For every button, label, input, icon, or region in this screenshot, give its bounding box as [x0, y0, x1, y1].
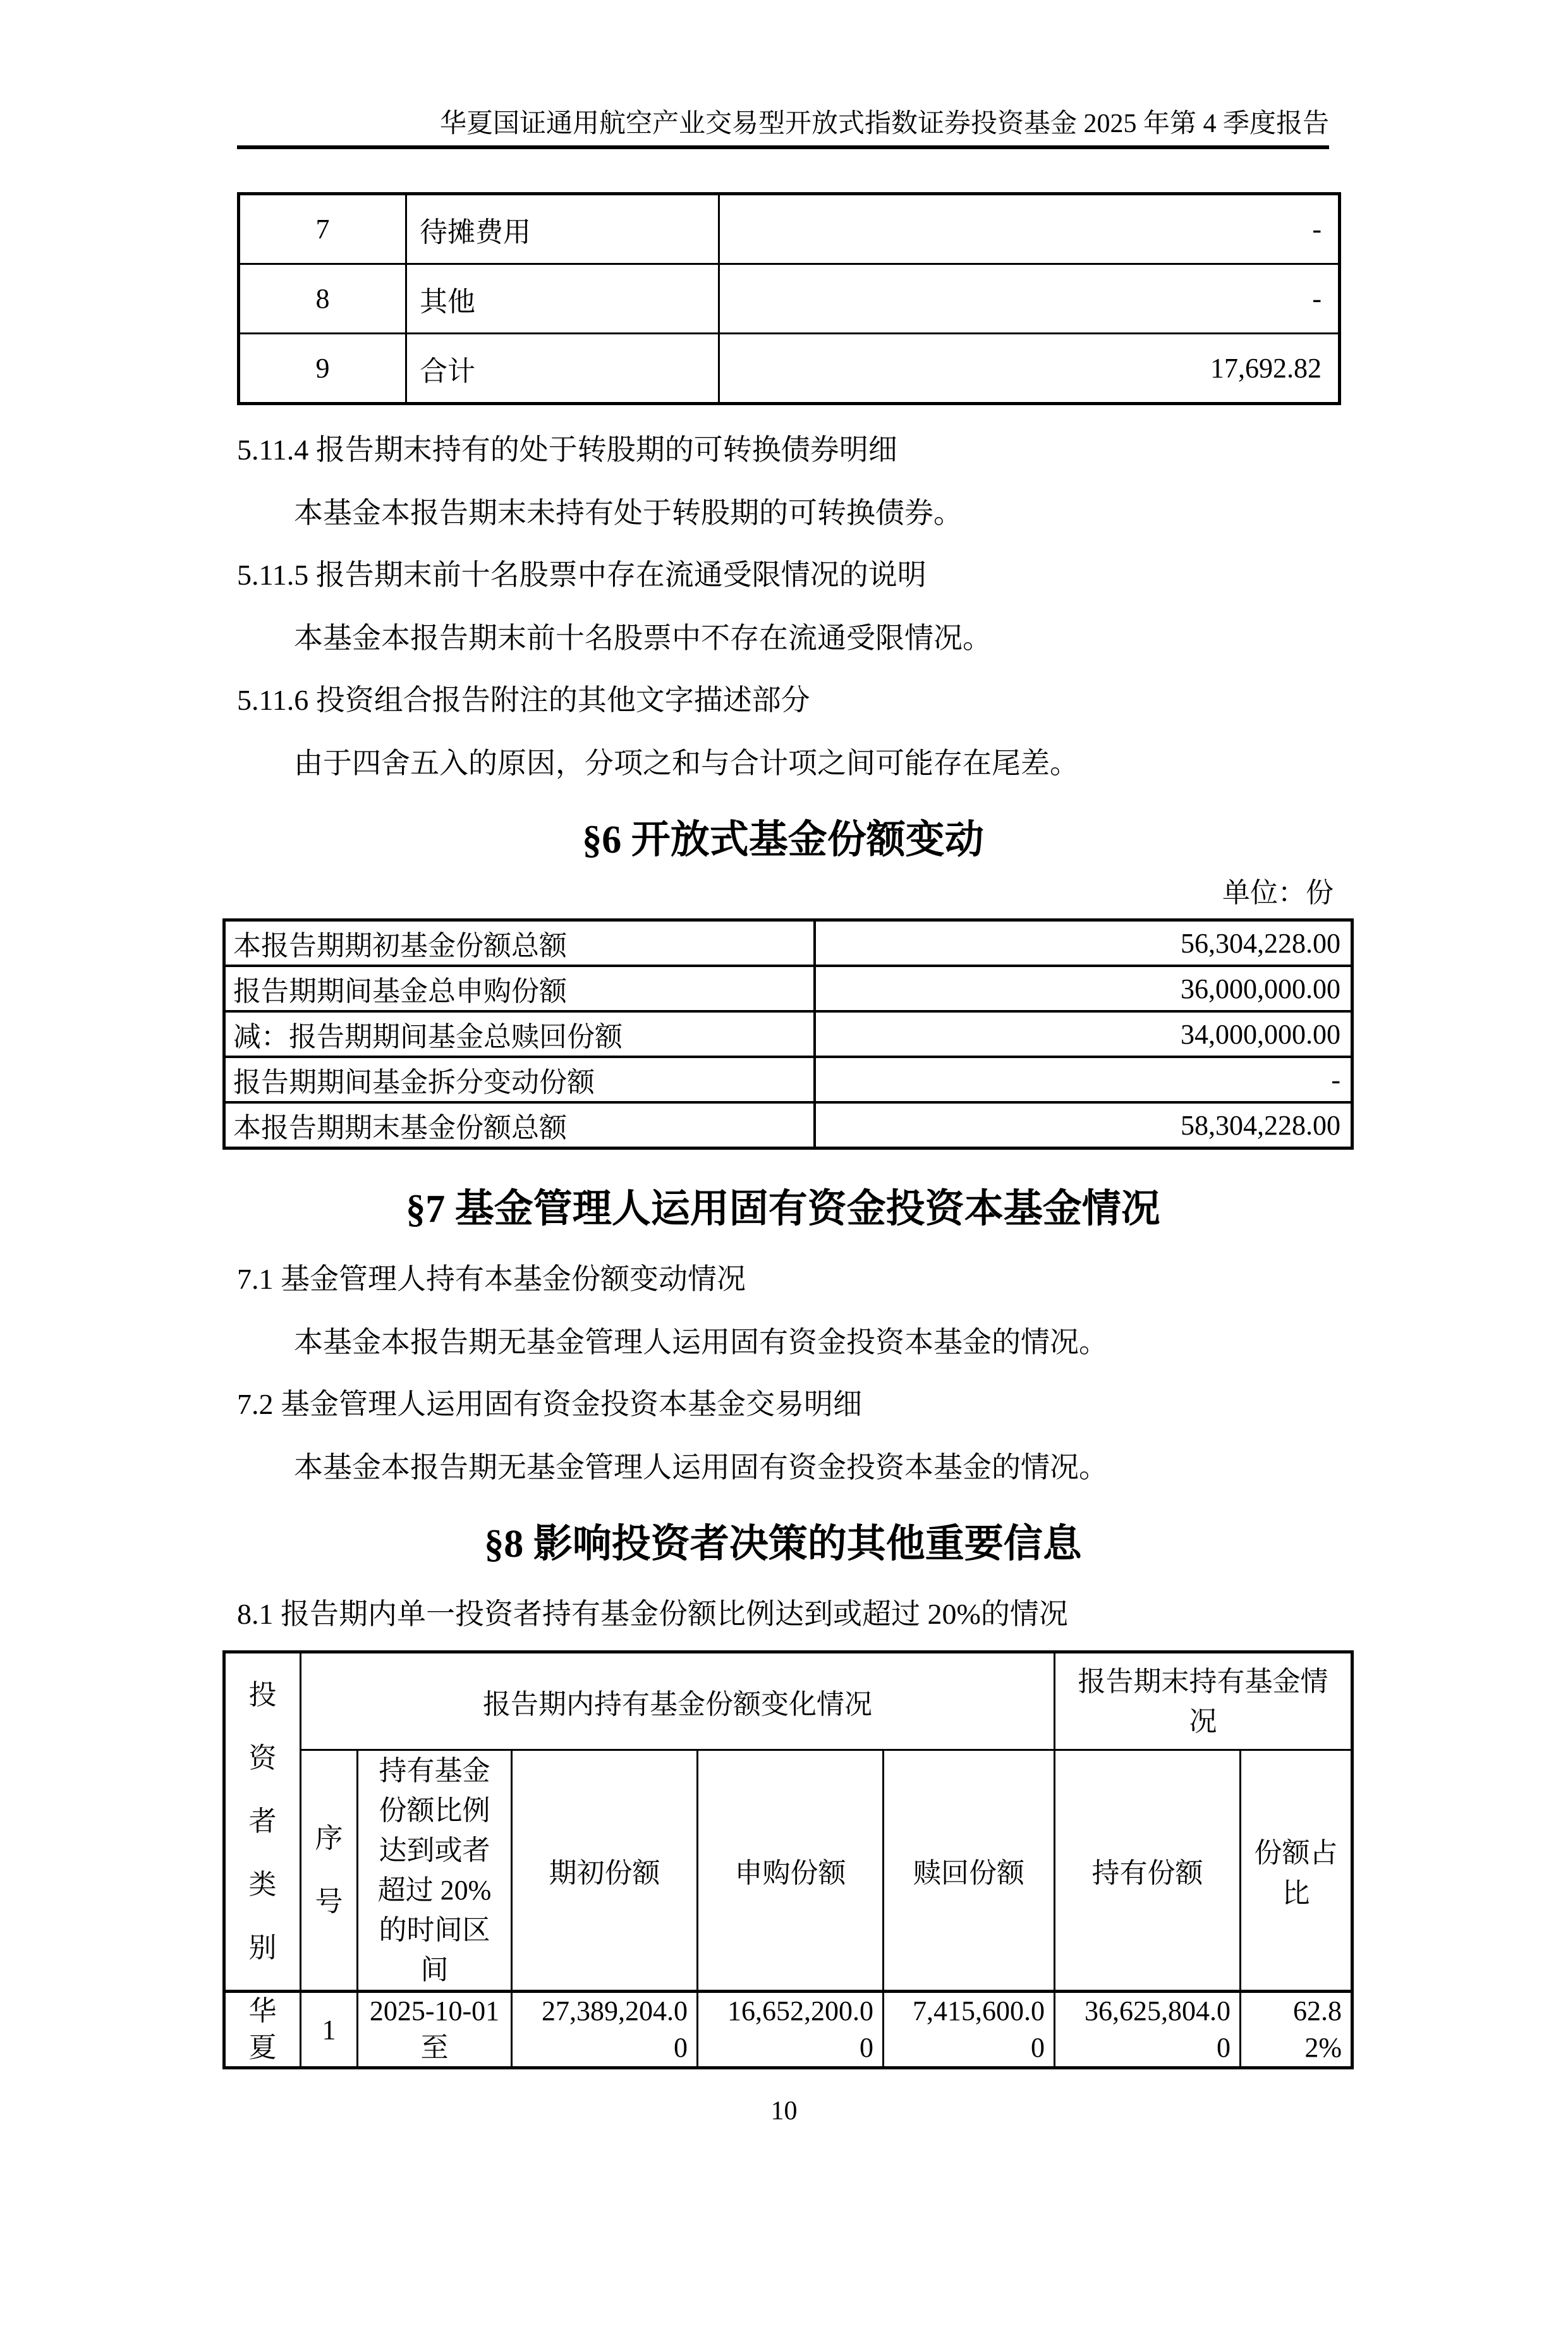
table-row — [224, 920, 1352, 966]
row-label: 报告期期间基金总申购份额 — [224, 966, 815, 1011]
row-label: 本报告期期末基金份额总额 — [224, 1102, 815, 1148]
section6-heading: §6 开放式基金份额变动 — [582, 819, 984, 862]
row-item: 合计 — [406, 334, 719, 404]
hold-shares-value: 36,625,804.00 — [1085, 1995, 1231, 2063]
row-number: 9 — [239, 334, 406, 404]
section-heading-5115: 5.11.5 报告期末前十名股票中存在流通受限情况的说明 — [237, 559, 927, 591]
row-value: 56,304,228.00 — [815, 920, 1352, 966]
cell-share-ratio — [1241, 1992, 1352, 2068]
redeem-shares-value: 7,415,600.00 — [913, 1995, 1045, 2063]
section-body-5116: 由于四舍五入的原因，分项之和与合计项之间可能存在尾差。 — [294, 747, 1079, 779]
no-label: 序号 — [315, 1823, 343, 1917]
row-value: - — [719, 264, 1340, 334]
cell-hold-shares — [1055, 1992, 1241, 2068]
section-heading-81: 8.1 报告期内单一投资者持有基金份额比例达到或超过 20%的情况 — [237, 1598, 1068, 1630]
row-value: 36,000,000.00 — [815, 966, 1352, 1011]
header-row-span — [224, 1652, 1352, 1750]
investor-type-value: 华夏 — [248, 1995, 277, 2063]
table-row — [224, 1057, 1352, 1102]
cell-investor-type — [224, 1992, 301, 2068]
section-heading-5114: 5.11.4 报告期末持有的处于转股期的可转换债券明细 — [237, 434, 897, 466]
table-row — [239, 194, 1340, 264]
row-number: 7 — [239, 194, 406, 264]
table-row — [224, 966, 1352, 1011]
col-header-no — [301, 1750, 358, 1992]
section-heading-5116: 5.11.6 投资组合报告附注的其他文字描述部分 — [237, 684, 810, 716]
section-body-5115: 本基金本报告期末前十名股票中不存在流通受限情况。 — [294, 622, 992, 654]
section-heading-72: 7.2 基金管理人运用固有资金投资本基金交易明细 — [237, 1388, 862, 1420]
row-label: 本报告期期初基金份额总额 — [224, 920, 815, 966]
row-item: 待摊费用 — [406, 194, 719, 264]
table-row — [224, 1011, 1352, 1057]
cell-interval — [358, 1992, 512, 2068]
investor-data-row — [224, 1992, 1352, 2068]
period-end-label: 报告期末持有基金情况 — [1078, 1665, 1328, 1737]
major-investor-table — [222, 1650, 1354, 2069]
begin-shares-value: 27,389,204.00 — [542, 1995, 688, 2063]
table-row — [239, 264, 1340, 334]
section-body-71: 本基金本报告期无基金管理人运用固有资金投资本基金的情况。 — [294, 1326, 1108, 1358]
col-header-purchase-shares: 申购份额 — [698, 1750, 884, 1992]
header-row-columns — [224, 1750, 1352, 1992]
cell-no: 1 — [301, 1992, 358, 2068]
cell-begin-shares — [512, 1992, 698, 2068]
share-ratio-value: 62.82% — [1293, 1995, 1342, 2063]
table-row — [239, 334, 1340, 404]
interval-label: 持有基金份额比例达到或者超过 20%的时间区间 — [377, 1755, 492, 1985]
section-body-72: 本基金本报告期无基金管理人运用固有资金投资本基金的情况。 — [294, 1451, 1108, 1483]
interval-value: 2025-10-01 至 — [369, 1995, 500, 2063]
page-number: 10 — [770, 2097, 798, 2126]
row-value: 34,000,000.00 — [815, 1011, 1352, 1057]
row-number: 8 — [239, 264, 406, 334]
col-header-begin-shares: 期初份额 — [512, 1750, 698, 1992]
section8-heading: §8 影响投资者决策的其他重要信息 — [484, 1523, 1082, 1566]
section-body-5114: 本基金本报告期末未持有处于转股期的可转换债券。 — [294, 497, 963, 529]
row-label: 减：报告期期间基金总赎回份额 — [224, 1011, 815, 1057]
fund-share-change-table — [222, 918, 1354, 1150]
investor-type-label: 投资者类别 — [248, 1679, 277, 1963]
row-value: - — [719, 194, 1340, 264]
purchase-shares-value: 16,652,200.00 — [727, 1995, 873, 2063]
col-header-investor-type — [224, 1652, 301, 1992]
cell-purchase-shares — [698, 1992, 884, 2068]
carryover-detail-table — [237, 192, 1341, 405]
col-header-interval — [358, 1750, 512, 1992]
section-heading-71: 7.1 基金管理人持有本基金份额变动情况 — [237, 1263, 746, 1295]
col-header-hold-shares: 持有份额 — [1055, 1750, 1241, 1992]
col-header-share-ratio: 份额占比 — [1241, 1750, 1352, 1992]
row-value: 58,304,228.00 — [815, 1102, 1352, 1148]
unit-note: 单位：份 — [1222, 877, 1334, 908]
col-header-period-end — [1055, 1652, 1352, 1750]
col-header-redeem-shares: 赎回份额 — [884, 1750, 1055, 1992]
row-value: - — [815, 1057, 1352, 1102]
section7-heading: §7 基金管理人运用固有资金投资本基金情况 — [406, 1188, 1160, 1231]
col-header-period-change: 报告期内持有基金份额变化情况 — [301, 1652, 1055, 1750]
table-row — [224, 1102, 1352, 1148]
row-label: 报告期期间基金拆分变动份额 — [224, 1057, 815, 1102]
row-item: 其他 — [406, 264, 719, 334]
cell-redeem-shares — [884, 1992, 1055, 2068]
row-value: 17,692.82 — [719, 334, 1340, 404]
page-header-title: 华夏国证通用航空产业交易型开放式指数证券投资基金 2025 年第 4 季度报告 — [237, 109, 1329, 149]
